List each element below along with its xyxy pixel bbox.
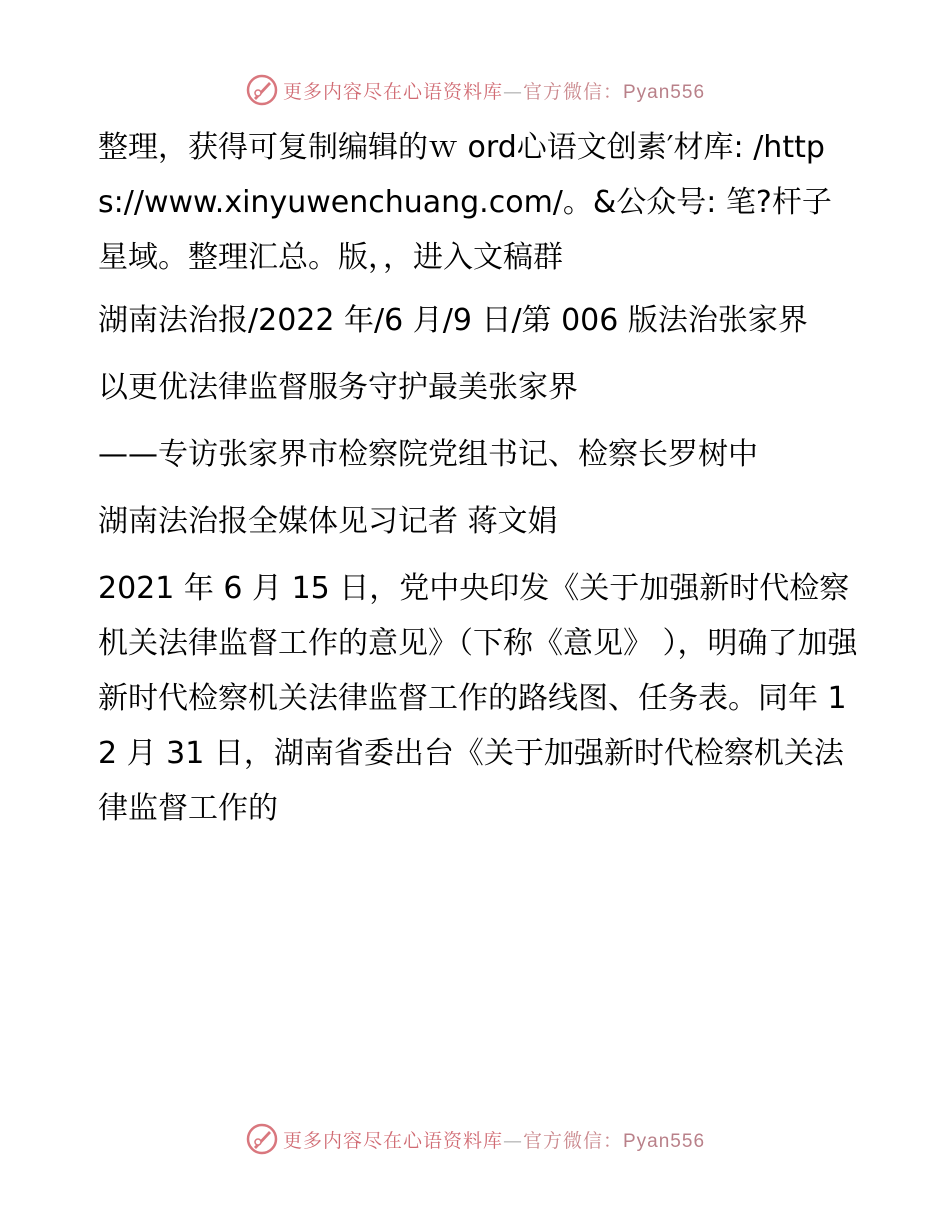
watermark-wechat-id: Pyan556 [623,81,706,103]
article-title: 以更优法律监督服务守护最美张家界 [98,370,578,405]
watermark-main-text: 更多内容尽在心语资料库 [282,1129,503,1152]
document-body [98,120,858,836]
watermark-sub-text: 官方微信： [522,80,623,103]
watermark-wechat-id: Pyan556 [623,1130,706,1152]
byline: 湖南法治报全媒体见习记者 蒋文娟 [98,504,558,539]
source-line: 湖南法治报/2022 年/6 月/9 日/第 006 版法治张家界 [98,303,808,338]
quill-logo-icon [245,73,279,107]
article-subtitle: ——专访张家界市检察院党组书记、检察长罗树中 [98,437,758,472]
body-paragraph: 2021 年 6 月 15 日，党中央印发《关于加强新时代检察机关法律监督工作的意见》（下称《意见》 ），明确了加强新时代检察机关法律监督工作的路线图、任务表。同年 12 月 31 日，湖南省委出台《关于加强新时代检察机关法律监督工作的 [98,571,858,826]
watermark-main-text: 更多内容尽在心语资料库 [282,80,503,103]
watermark-sub-text: 官方微信： [522,1129,623,1152]
watermark-dash: — [502,80,523,103]
footer-watermark [0,1117,950,1161]
header-watermark [0,68,950,112]
watermark-dash: — [502,1129,523,1152]
intro-paragraph: 整理，获得可复制编辑的ｗ ord心语文创素′材库: /https://www.xinyuwenchuang.com/。&公众号: 笔?杆子星域。整理汇总。版，，进入文稿群 [98,130,832,275]
quill-logo-icon [245,1122,279,1156]
